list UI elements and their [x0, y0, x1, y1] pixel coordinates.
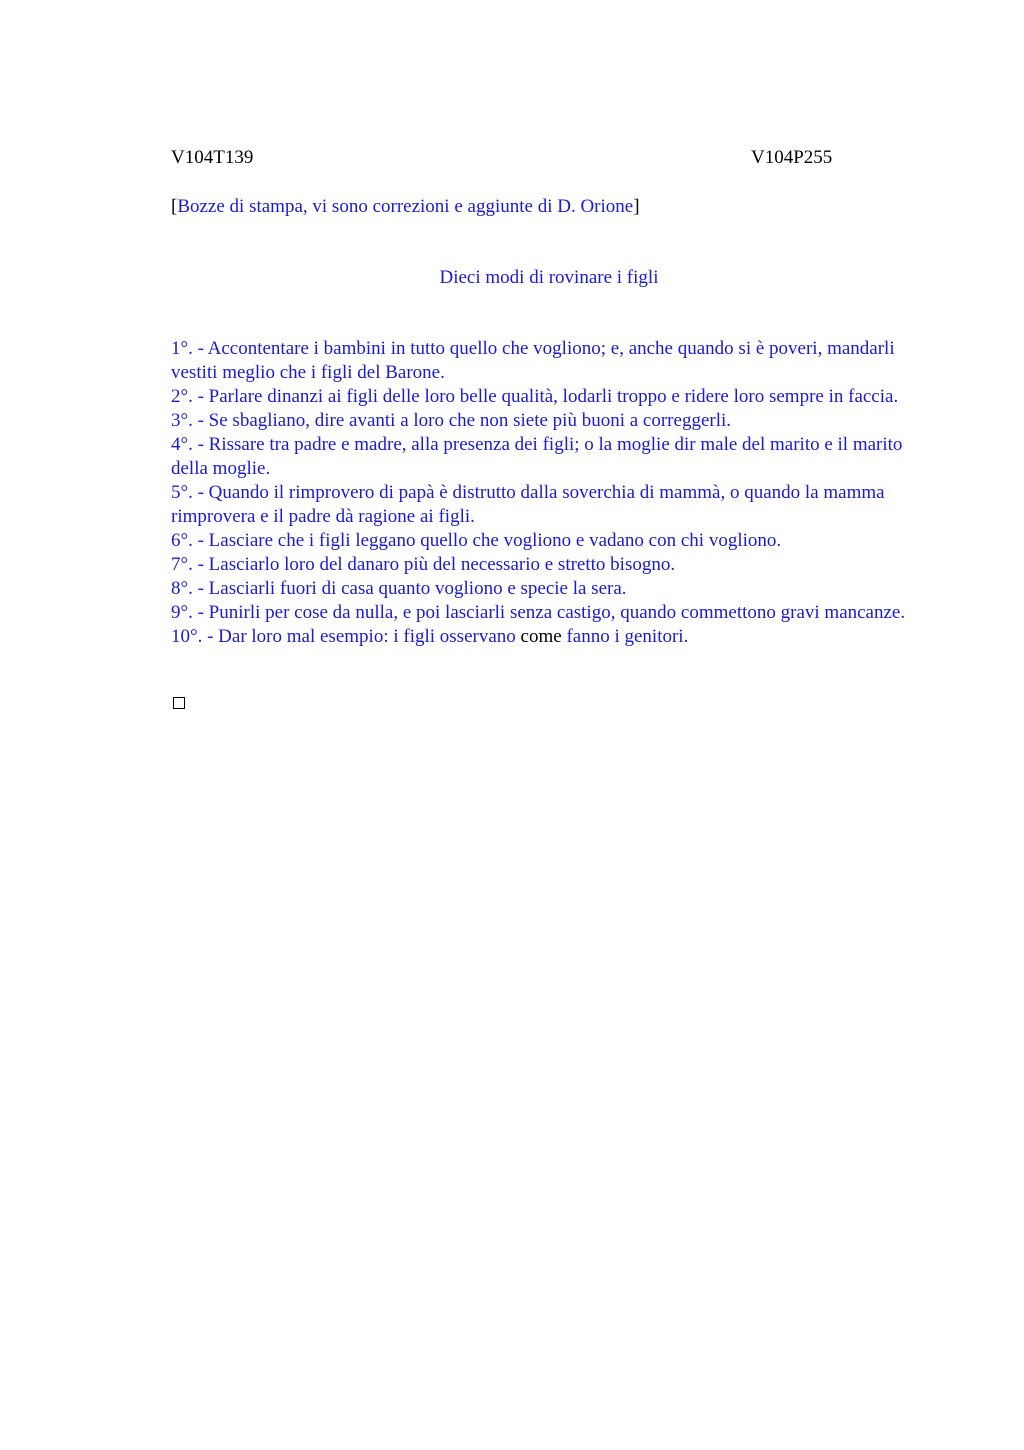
list-item: 8°. - Lasciarli fuori di casa quanto vogliono e specie la sera. — [171, 578, 627, 599]
list-item: 5°. - Quando il rimprovero di papà è distrutto dalla soverchia di mammà, o quando la mamma rimprovera e il padre dà ragione ai figli. — [171, 482, 885, 527]
list-item: 2°. - Parlare dinanzi ai figli delle loro belle qualità, lodarli troppo e ridere loro sempre in faccia. — [171, 386, 899, 407]
item10-part3: fanno i genitori. — [561, 626, 689, 647]
note-text: Bozze di stampa, vi sono correzioni e aggiunte di D. Orione — [177, 196, 634, 217]
note-open-bracket: [ — [171, 196, 178, 217]
list-item: 4°. - Rissare tra padre e madre, alla presenza dei figli; o la moglie dir male del marito e il marito della moglie. — [171, 434, 903, 479]
list-item-10 — [171, 625, 916, 649]
numbered-list — [171, 337, 916, 649]
editorial-note — [171, 195, 640, 219]
reference-code-right: V104P255 — [751, 147, 833, 168]
item10-part1: 10°. - Dar loro mal esempio: i figli osservano — [171, 626, 521, 647]
reference-code-left: V104T139 — [171, 147, 254, 168]
document-title: Dieci modi di rovinare i figli — [439, 267, 659, 288]
list-item: 1°. - Accontentare i bambini in tutto quello che vogliono; e, anche quando si è poveri, mandarli vestiti meglio che i figli del Barone. — [171, 338, 895, 383]
list-item: 3°. - Se sbagliano, dire avanti a loro che non siete più buoni a correggerli. — [171, 410, 732, 431]
end-square-icon — [173, 697, 185, 709]
list-item: 7°. - Lasciarlo loro del danaro più del necessario e stretto bisogno. — [171, 554, 676, 575]
item10-part2: come — [520, 626, 562, 647]
list-item: 6°. - Lasciare che i figli leggano quello che vogliono e vadano con chi vogliono. — [171, 530, 782, 551]
note-close-bracket: ] — [633, 196, 640, 217]
list-item: 9°. - Punirli per cose da nulla, e poi lasciarli senza castigo, quando commettono gravi mancanze. — [171, 602, 906, 623]
